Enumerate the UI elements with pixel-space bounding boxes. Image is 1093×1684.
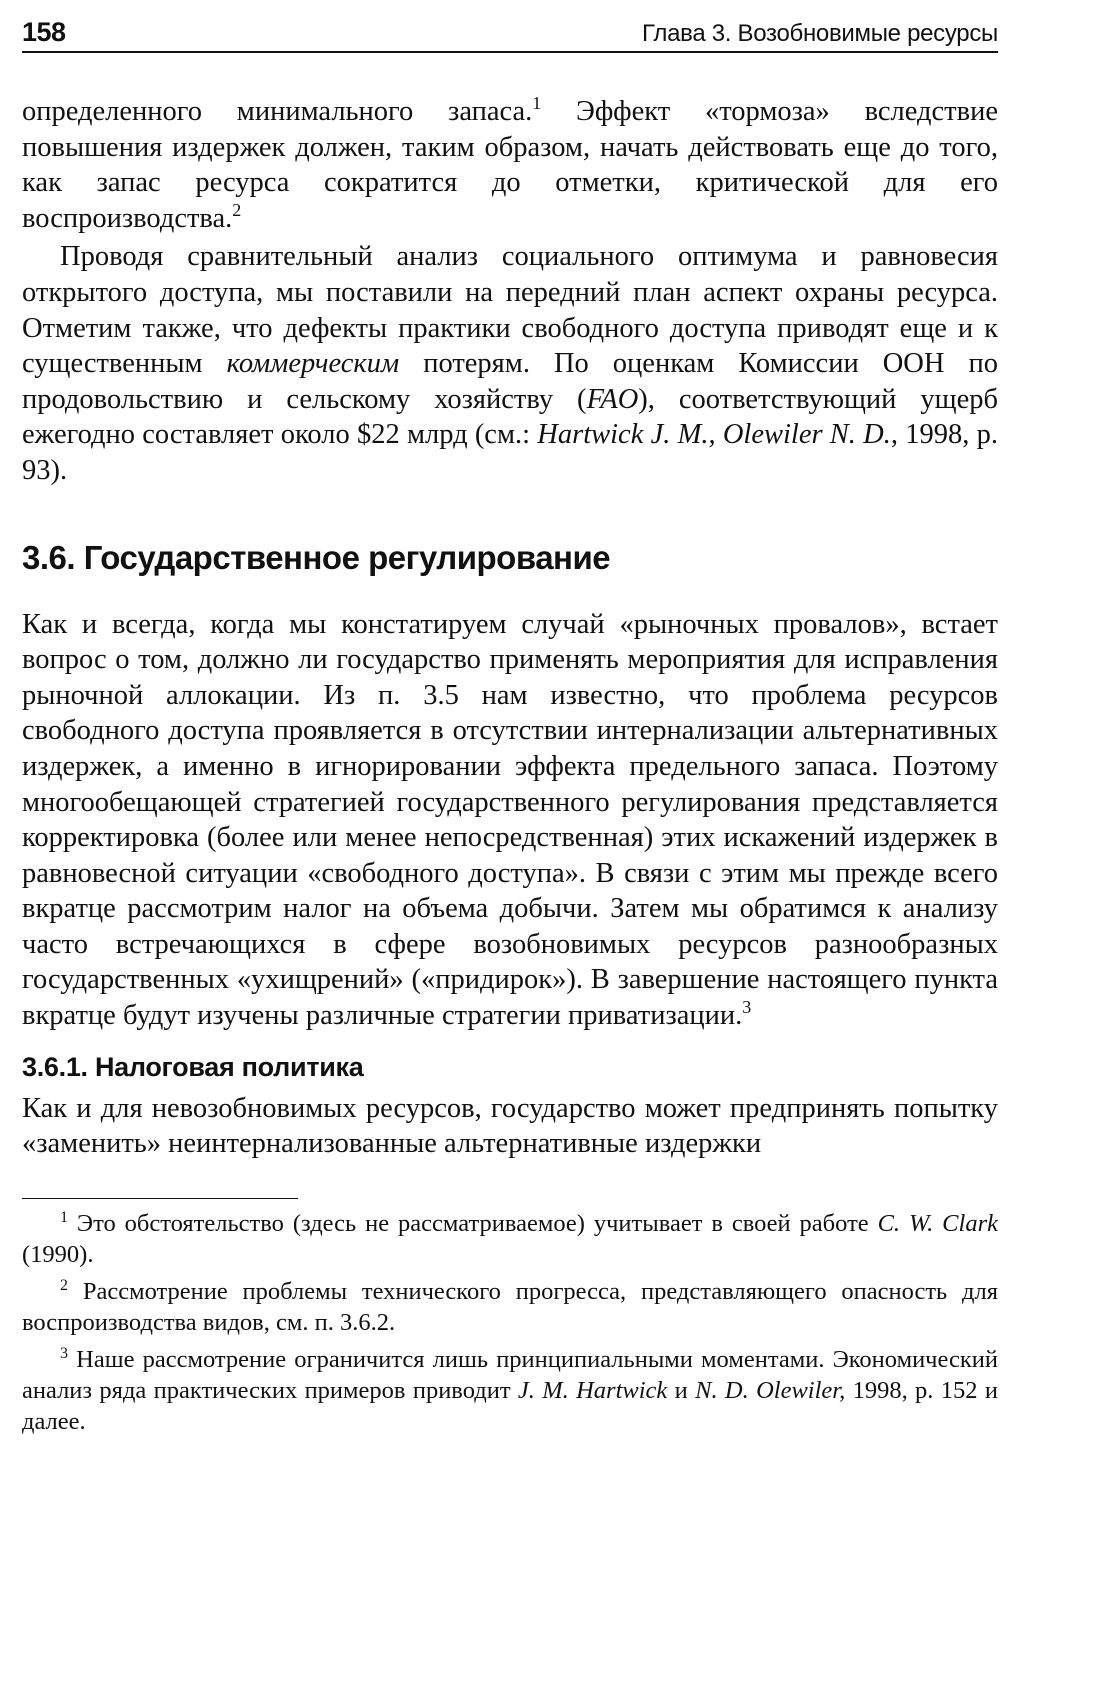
paragraph-open-access: Проводя сравнительный анализ социального оптимума и равновесия открытого доступа, мы поставили на передний план аспект охраны ресурса. Отметим также, что дефекты практики свободного доступа приводят еще и к существенным коммерческим потерям. По оценкам Комиссии ООН по продовольствию и сельскому хозяйству (FAO), соответствующий ущерб ежегодно составляет около $22 млрд (см.: Hartwick J. M., Olewiler N. D., 1998, p. 93). [22, 241, 999, 486]
page-header [22, 14, 998, 53]
footnote-ref[interactable]: 1 [532, 93, 542, 113]
subsection-heading: 3.6.1. Налоговая политика [22, 1051, 364, 1082]
section-heading: 3.6. Государственное регулирование [22, 538, 611, 576]
footnote-1: $^1$ Это обстоятельство (здесь не рассматриваемое) учитывает в своей работе C. W. Clark (1990). [22, 1208, 998, 1268]
subsection-paragraph: Как и для невозобновимых ресурсов, государство может предпринять попытку «заменить» неинтернализованные альтернативные издержки [22, 1092, 998, 1160]
section-paragraph: Как и всегда, когда мы констатируем случай «рыночных провалов», встает вопрос о том, должно ли государство применять мероприятия для исправления рыночной аллокации. Из п. 3.5 нам известно, что проблема ресурсов свободного доступа проявляется в отсутствии интернализации альтернативных издержек, а именно в игнорировании эффекта предельного запаса. Поэтому многообещающей стратегией государственного регулирования представляется корректировка (более или менее непосредственная) этих искажений издержек в равновесной ситуации «свободного доступа». В связи с этим мы прежде всего вкратце рассмотрим налог на объема добычи. Затем мы обратимся к анализу часто встречающихся в сфере возобновимых ресурсов разнообразных государственных «ухищрений» («придирок»). В завершение настоящего пункта вкратце будут изучены различные стратегии приватизации.$^3$ [22, 608, 998, 1032]
footnote-3: $^3$ Наше рассмотрение ограничится лишь принципиальными моментами. Экономический анализ ряда практических примеров приводит J. M. Hartwick и N. D. Olewiler, 1998, p. 152 и далее. [22, 1344, 998, 1435]
book-page [22, 14, 998, 1437]
footnote-ref[interactable]: 3 [742, 997, 752, 1018]
paragraph-continued: определенного минимального запаса.$^1$ Эффект «тормоза» вследствие повышения издержек должен, таким образом, начать действовать еще до того, как запас ресурса сократится до отметки, критической для его воспроизводства.$^2$ [22, 93, 998, 234]
footnote-2: $^2$ Рассмотрение проблемы технического прогресса, представляющего опасность для воспроизводства видов, см. п. 3.6.2. [22, 1276, 998, 1336]
running-title: Глава 3. Возобновимые ресурсы [642, 20, 998, 47]
footnote-ref[interactable]: 2 [232, 199, 242, 220]
page-number: 158 [22, 17, 66, 47]
